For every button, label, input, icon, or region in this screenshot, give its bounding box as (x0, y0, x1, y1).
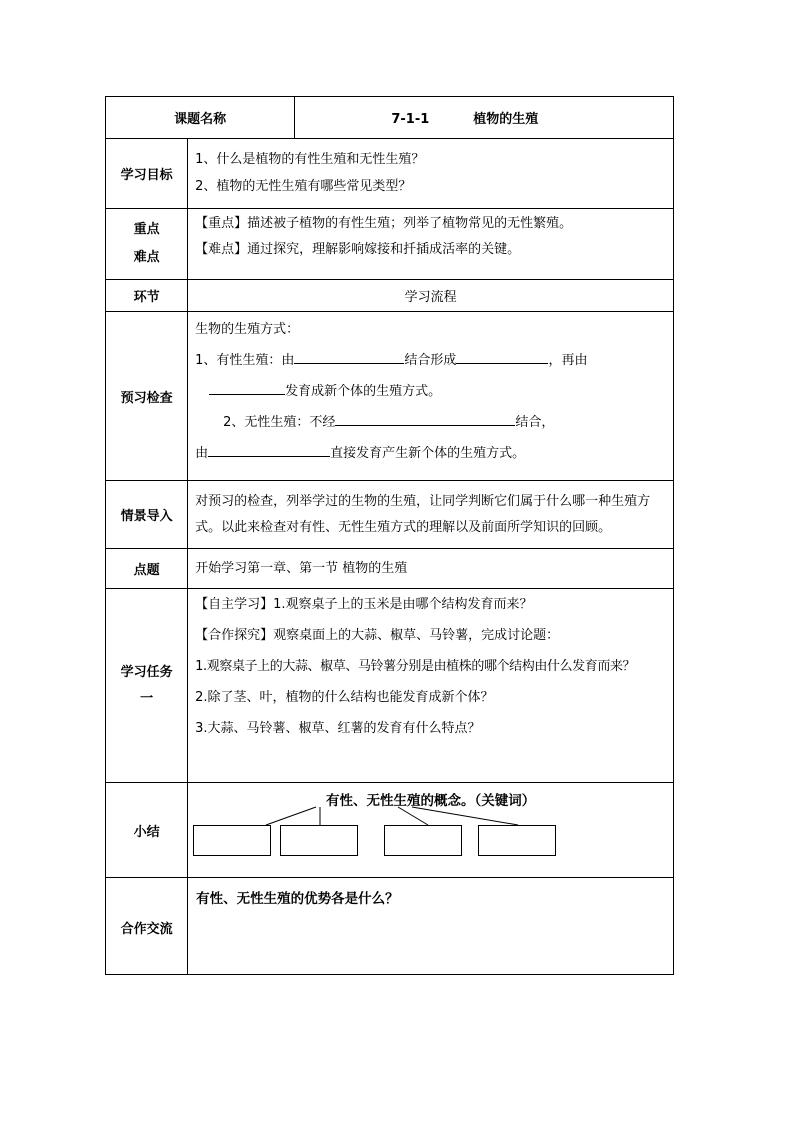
key-points-content (188, 209, 674, 280)
cooperation-row (106, 878, 674, 975)
task-row (106, 589, 674, 783)
preview-intro: 生物的生殖方式： (195, 322, 300, 337)
task-label-bottom: 一 (140, 690, 154, 706)
concept-box[interactable] (478, 825, 556, 856)
cooperation-label: 合作交流 (106, 878, 188, 975)
summary-label: 小结 (106, 783, 188, 878)
lesson-code: 7-1-1 (391, 112, 430, 127)
fill-blank[interactable] (335, 411, 515, 426)
preview-label: 预习检查 (106, 312, 188, 481)
key-point-text: 【重点】描述被子植物的有性生殖；列举了植物常见的无性繁殖。 (195, 216, 573, 231)
summary-row (106, 783, 674, 878)
preview-row (106, 312, 674, 481)
cooperation-area[interactable] (188, 879, 673, 973)
segment-value: 学习流程 (188, 280, 674, 312)
task-question-1: 1.观察桌子上的大蒜、椒草、马铃薯分别是由植株的哪个结构由什么发育而来？ (195, 659, 636, 674)
asexual-line: 2、无性生殖：不经 结合， (195, 407, 667, 438)
lesson-name: 植物的生殖 (473, 112, 539, 127)
connector-line (398, 807, 428, 825)
cooperation-content (188, 878, 674, 975)
scene-text: 对预习的检查，列举学过的生物的生殖，让同学判断它们属于什么哪一种生殖方式。以此来检查对有性、无性生殖方式的理解以及前面所学知识的回顾。 (188, 481, 674, 549)
key-points-label (106, 209, 188, 280)
goal-item: 2、植物的无性生殖有哪些常见类型？ (195, 179, 412, 194)
concept-box[interactable] (384, 825, 462, 856)
goals-row (106, 139, 674, 209)
segment-label: 环节 (106, 280, 188, 312)
self-study: 【自主学习】1.观察桌子上的玉米是由哪个结构发育而来？ (195, 597, 533, 612)
topic-label: 点题 (106, 549, 188, 589)
sexual-line-2: 发育成新个体的生殖方式。 (195, 376, 667, 407)
fill-blank[interactable] (208, 442, 330, 457)
lesson-plan-table (105, 96, 674, 975)
topic-text: 开始学习第一章、第一节 植物的生殖 (188, 549, 674, 589)
task-label (106, 589, 188, 783)
task-question-3: 3.大蒜、马铃薯、椒草、红薯的发育有什么特点？ (195, 721, 481, 736)
connector-line (266, 807, 316, 825)
sexual-line: 1、有性生殖：由 结合形成 ，再由 (195, 345, 667, 376)
preview-content (188, 312, 674, 481)
goals-content (188, 139, 674, 209)
concept-box[interactable] (193, 825, 271, 856)
key-label: 重点 (133, 222, 160, 237)
summary-title: 有性、无性生殖的概念。（关键词） (326, 793, 536, 809)
difficult-point-text: 【难点】通过探究，理解影响嫁接和扦插成活率的关键。 (195, 242, 521, 257)
scene-label: 情景导入 (106, 481, 188, 549)
fill-blank[interactable] (456, 349, 548, 364)
concept-box[interactable] (280, 825, 358, 856)
fill-blank[interactable] (209, 380, 285, 395)
coop-intro: 【合作探究】观察桌面上的大蒜、椒草、马铃薯，完成讨论题： (195, 628, 560, 643)
scene-row (106, 481, 674, 549)
asexual-line-2: 由 直接发育产生新个体的生殖方式。 (195, 438, 667, 469)
task-label-top: 学习任务 (120, 664, 173, 680)
segment-row (106, 280, 674, 312)
connector-line (412, 807, 518, 825)
concept-map (188, 783, 673, 877)
difficult-label: 难点 (133, 250, 160, 265)
topic-row (106, 549, 674, 589)
task-question-2: 2.除了茎、叶，植物的什么结构也能发育成新个体？ (195, 690, 494, 705)
goal-item: 1、什么是植物的有性生殖和无性生殖？ (195, 152, 425, 167)
goals-label: 学习目标 (106, 139, 188, 209)
lesson-title-label: 课题名称 (106, 97, 295, 139)
key-points-row (106, 209, 674, 280)
task-content (188, 589, 674, 783)
header-row (106, 97, 674, 139)
fill-blank[interactable] (294, 349, 404, 364)
lesson-title (295, 97, 674, 139)
cooperation-question: 有性、无性生殖的优势各是什么？ (196, 891, 399, 907)
summary-content (188, 783, 674, 878)
